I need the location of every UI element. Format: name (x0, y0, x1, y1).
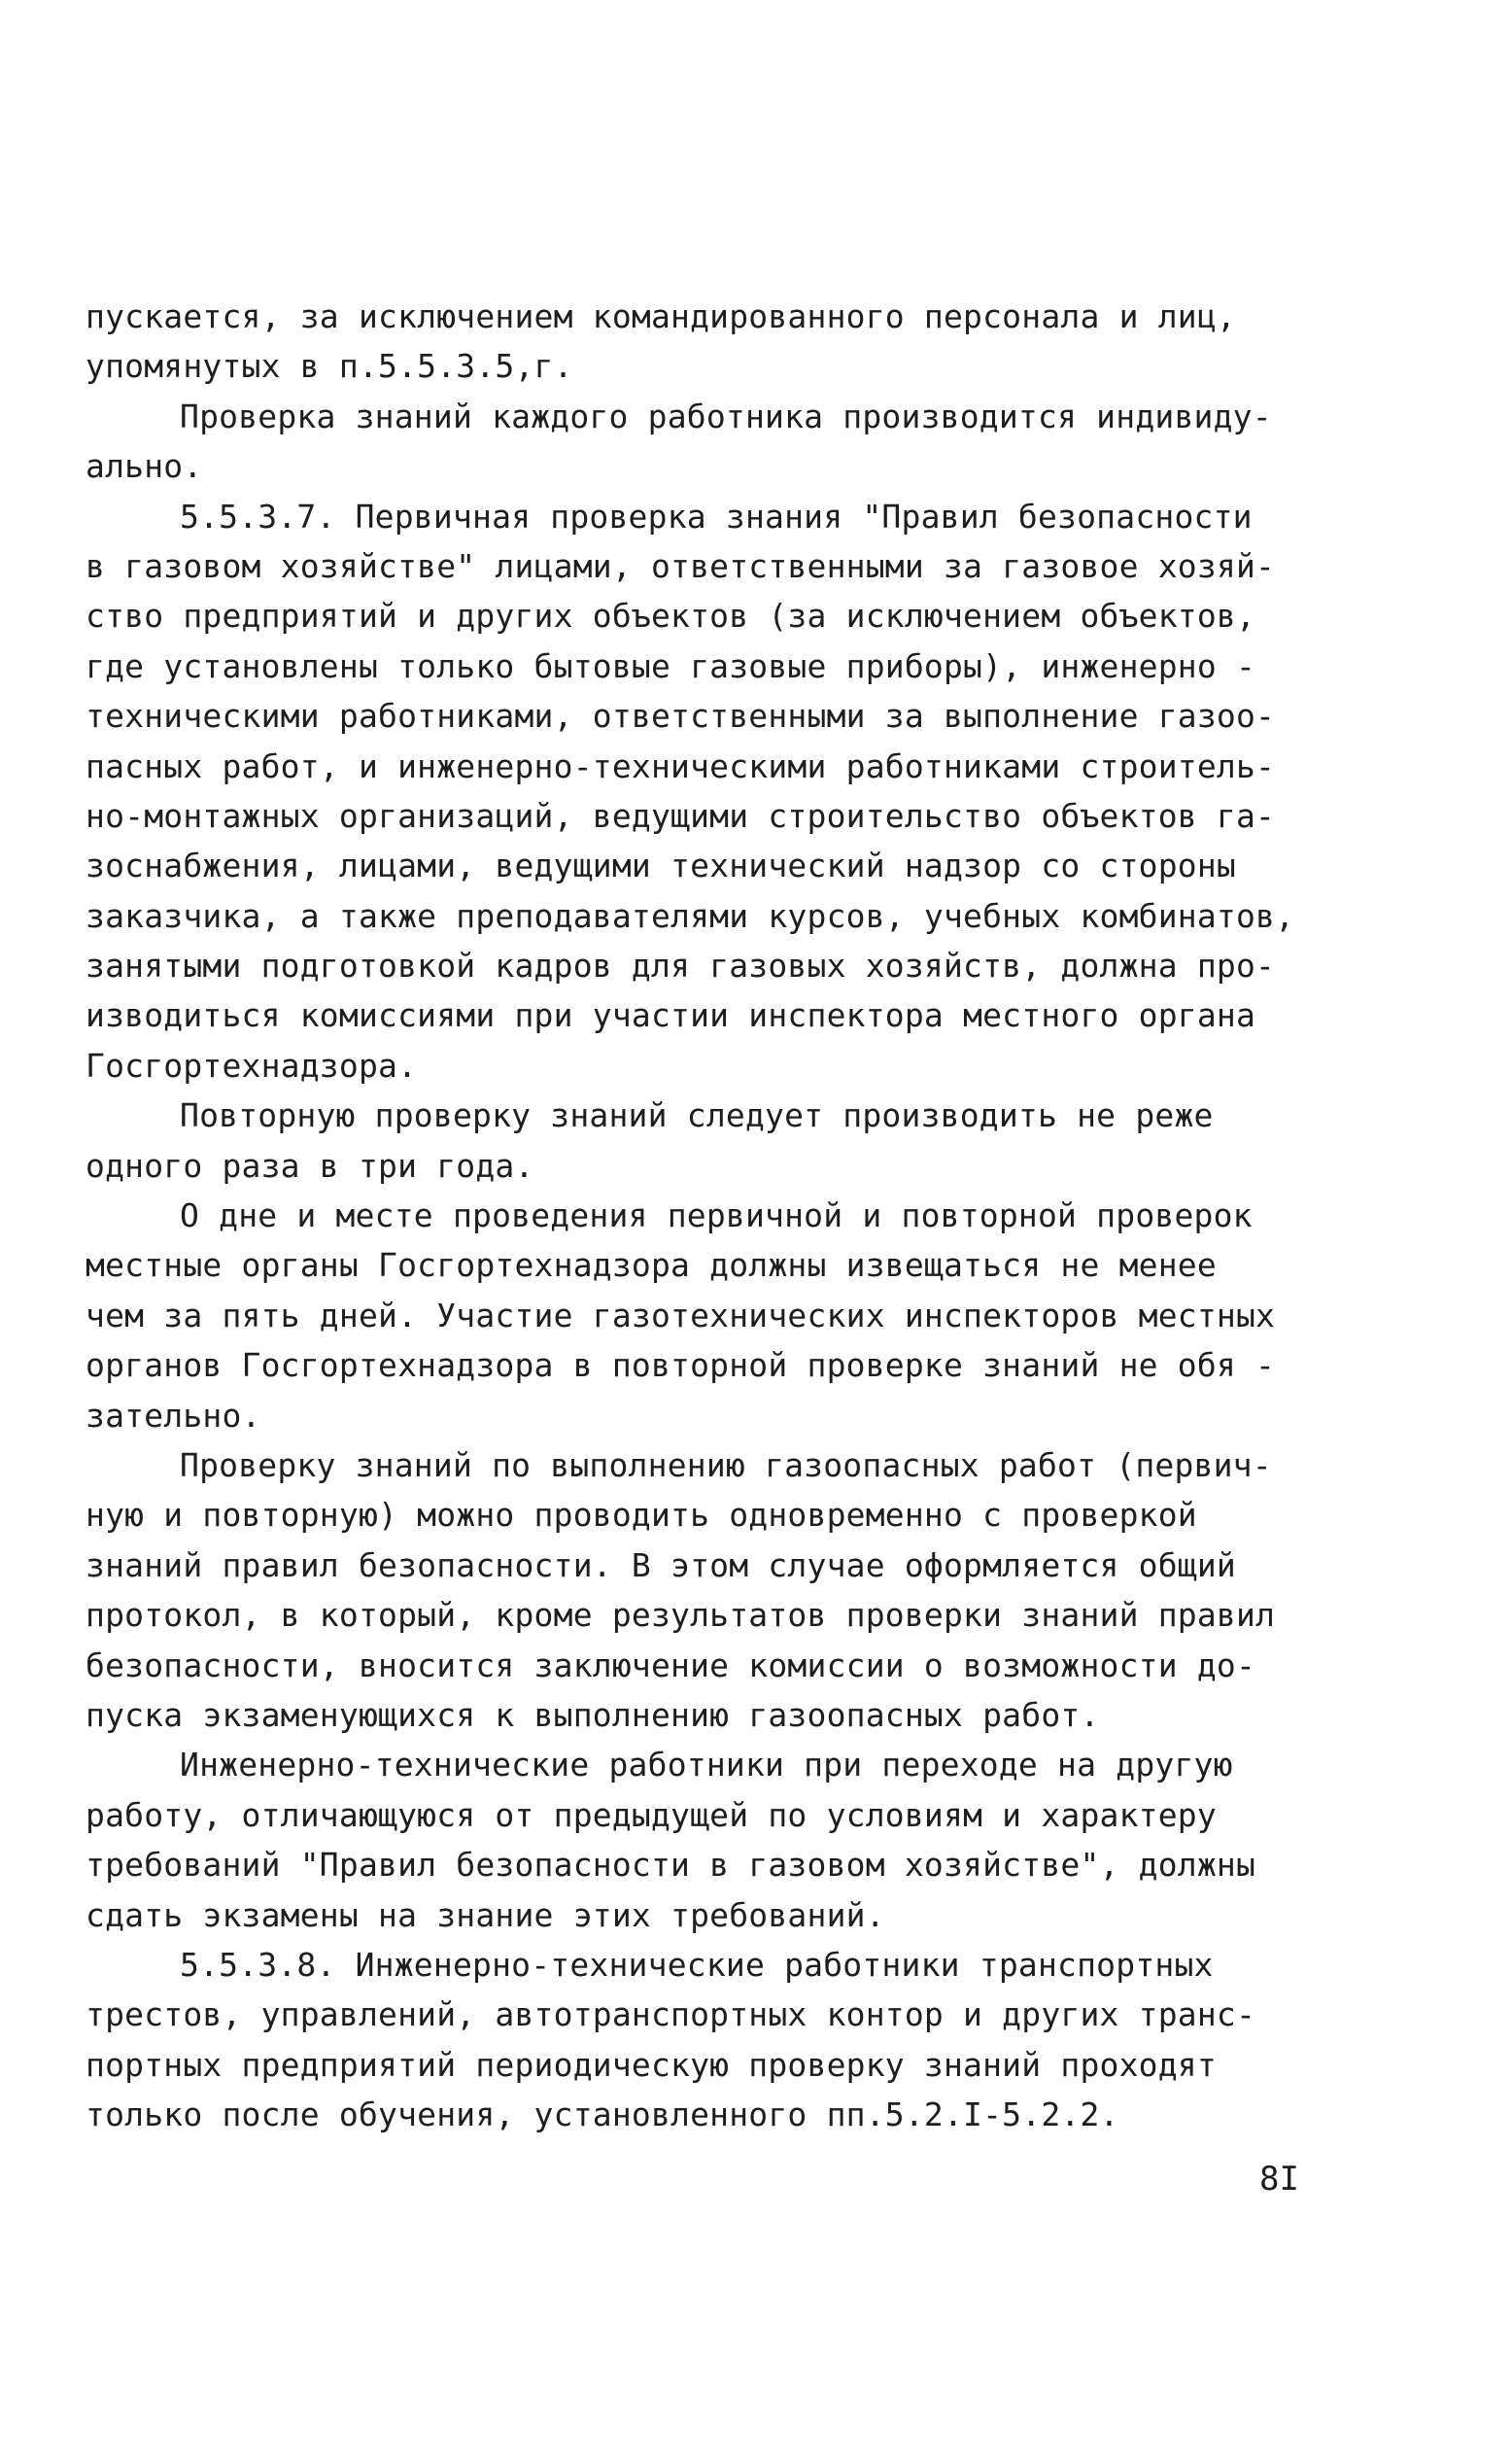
text-line: только после обучения, установленного пп.5.2.I-5.2.2. (86, 2095, 1119, 2134)
text-line: местные органы Госгортехнадзора должны извещаться не менее (86, 1246, 1217, 1285)
text-line: зоснабжения, лицами, ведущими технический надзор со стороны (86, 847, 1236, 885)
text-line: О дне и месте проведения первичной и повторной проверок (180, 1196, 1253, 1235)
text-line: безопасности, вносится заключение комиссии о возможности до- (86, 1645, 1256, 1684)
text-line: одного раза в три года. (86, 1146, 534, 1185)
text-line: техническими работниками, ответственными за выполнение газоо- (86, 697, 1276, 736)
text-line: ную и повторную) можно проводить одновременно с проверкой (86, 1496, 1197, 1535)
text-line: сдать экзамены на знание этих требований. (86, 1895, 885, 1934)
text-line: заказчика, а также преподавателями курсов, учебных комбинатов, (86, 896, 1295, 935)
text-line: Проверку знаний по выполнению газоопасных работ (первич- (180, 1445, 1272, 1484)
text-line: ство предприятий и других объектов (за исключением объектов, (86, 597, 1256, 636)
section-heading-line: 5.5.3.7. Первичная проверка знания "Правил безопасности (180, 497, 1253, 536)
text-line: зательно. (86, 1396, 261, 1435)
text-line: чем за пять дней. Участие газотехнических инспекторов местных (86, 1296, 1276, 1334)
document-page (86, 292, 1349, 2139)
text-line: органов Госгортехнадзора в повторной проверке знаний не обя - (86, 1346, 1276, 1385)
text-line: в газовом хозяйстве" лицами, ответственными за газовое хозяй- (86, 546, 1276, 585)
text-line: занятыми подготовкой кадров для газовых хозяйств, должна про- (86, 947, 1276, 986)
text-line: упомянутых в п.5.5.3.5,г. (86, 347, 573, 386)
text-line: пуска экзаменующихся к выполнению газоопасных работ. (86, 1695, 1100, 1734)
text-line: Инженерно-технические работники при переходе на другую (180, 1746, 1233, 1784)
text-line: где установлены только бытовые газовые приборы), инженерно - (86, 646, 1256, 685)
text-line: трестов, управлений, автотранспортных контор и других транс- (86, 1995, 1256, 2034)
text-line: Проверка знаний каждого работника производится индивиду- (180, 397, 1272, 435)
text-line: портных предприятий периодическую проверку знаний проходят (86, 2045, 1217, 2084)
text-line: пасных работ, и инженерно-техническими работниками строитель- (86, 746, 1276, 785)
text-line: знаний правил безопасности. В этом случае оформляется общий (86, 1545, 1236, 1584)
text-line: требований "Правил безопасности в газовом хозяйстве", должны (86, 1846, 1256, 1885)
text-line: работу, отличающуюся от предыдущей по условиям и характеру (86, 1795, 1217, 1834)
text-line: Госгортехнадзора. (86, 1046, 418, 1085)
text-line: протокол, в который, кроме результатов проверки знаний правил (86, 1596, 1276, 1635)
section-heading-line: 5.5.3.8. Инженерно-технические работники транспортных (180, 1945, 1214, 1984)
text-line: но-монтажных организаций, ведущими строительство объектов га- (86, 796, 1276, 835)
text-line: пускается, за исключением командированного персонала и лиц, (86, 297, 1236, 335)
text-line: изводиться комиссиями при участии инспектора местного органа (86, 996, 1256, 1035)
text-line: ально. (86, 447, 203, 486)
page-number: 8I (1259, 2160, 1299, 2199)
text-line: Повторную проверку знаний следует производить не реже (180, 1096, 1214, 1135)
